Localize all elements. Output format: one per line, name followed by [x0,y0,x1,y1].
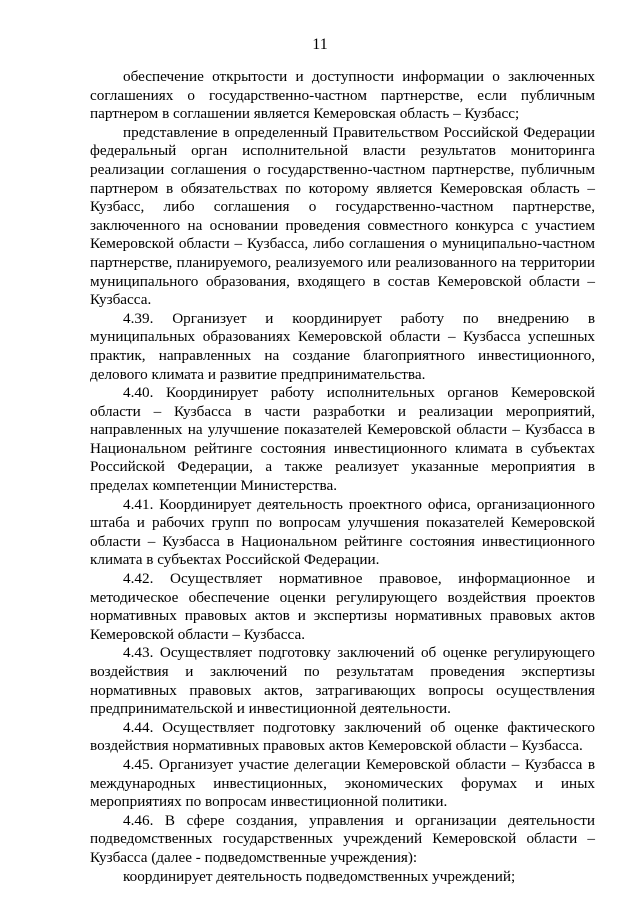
paragraph: обеспечение открытости и доступности информации о заключенных соглашениях о государственно-частном партнерстве, если публичным партнером в соглашении является Кемеровская область – Кузбасс; [90,68,595,123]
paragraph: 4.45. Организует участие делегации Кемеровской области – Кузбасса в международных инвестиционных, экономических форумах и иных мероприятиях по вопросам инвестиционной политики. [90,755,595,811]
paragraph: 4.39. Организует и координирует работу по внедрению в муниципальных образованиях Кемеровской области – Кузбасса успешных практик, направленных на создание благоприятного инвестиционного, делового климата и развитие предпринимательства. [90,309,595,383]
document-body [90,68,595,886]
paragraph: представление в определенный Правительством Российской Федерации федеральный орган исполнительной власти результатов мониторинга реализации соглашения о государственно-частном партнерстве, публичным партнером в обязательствах по которому является Кемеровская область – Кузбасс, либо соглашения о государственно-частном партнерстве, заключенного на основании проведения совместного конкурса с участием Кемеровской области – Кузбасса, либо соглашения о муниципально-частном партнерстве, планируемого, реализуемого или реализованного на территории муниципального образования, входящего в состав Кемеровской области – Кузбасса. [90,123,595,309]
paragraph: координирует деятельность подведомственных учреждений; [123,867,516,885]
paragraph: 4.42. Осуществляет нормативное правовое, информационное и методическое обеспечение оценки регулирующего воздействия проектов нормативных правовых актов и экспертизы нормативных правовых актов Кемеровской области – Кузбасса. [90,570,595,643]
paragraph: 4.43. Осуществляет подготовку заключений об оценке регулирующего воздействия и заключений по результатам проведения экспертизы нормативных правовых актов, затрагивающих вопросы осуществления предпринимательской и инвестиционной деятельности. [90,644,595,718]
paragraph: 4.46. В сфере создания, управления и организации деятельности подведомственных государственных учреждений Кемеровской области – Кузбасса (далее - подведомственные учреждения): [90,811,595,866]
page-number: 11 [312,36,328,53]
paragraph: 4.40. Координирует работу исполнительных органов Кемеровской области – Кузбасса в части разработки и реализации мероприятий, направленных на улучшение показателей Кемеровской области – Кузбасса в Национальном рейтинге состояния инвестиционного климата в субъектах Российской Федерации, а также реализует указанные мероприятия в пределах компетенции Министерства. [90,384,595,495]
paragraph: 4.44. Осуществляет подготовку заключений об оценке фактического воздействия нормативных правовых актов Кемеровской области – Кузбасса. [90,718,595,755]
paragraph: 4.41. Координирует деятельность проектного офиса, организационного штаба и рабочих групп по вопросам улучшения показателей Кемеровской области – Кузбасса в Национальном рейтинге состояния инвестиционного климата в субъектах Российской Федерации. [90,495,595,569]
